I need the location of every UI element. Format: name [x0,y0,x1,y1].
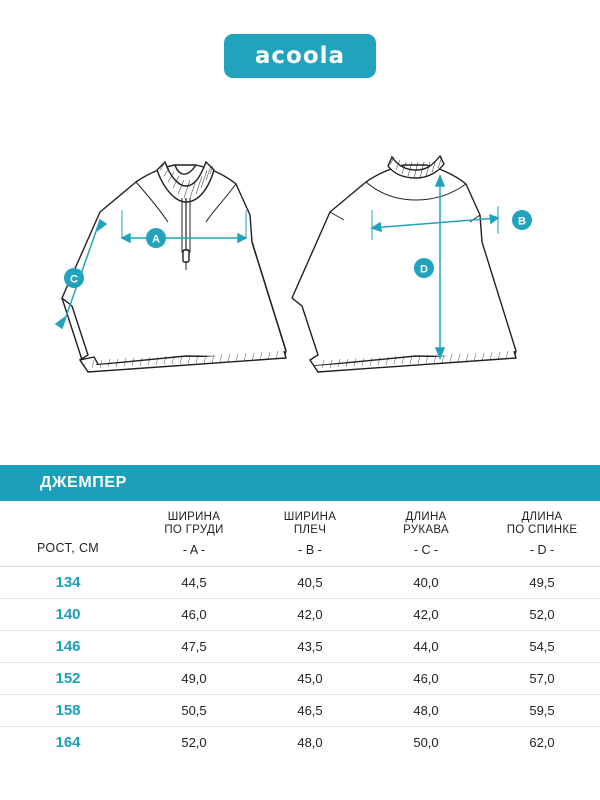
cell-shoulder-width: 42,0 [252,598,368,630]
cell-shoulder-width: 46,5 [252,694,368,726]
page-title: ДЖЕМПЕР [40,474,127,491]
cell-height: 164 [0,726,136,758]
marker-c [64,268,84,288]
cell-shoulder-width: 43,5 [252,630,368,662]
table-row [0,566,600,598]
table-row [0,598,600,630]
cell-height: 158 [0,694,136,726]
table-row [0,726,600,758]
cell-shoulder-width: 45,0 [252,662,368,694]
cell-sleeve-length: 46,0 [368,662,484,694]
cell-height: 146 [0,630,136,662]
svg-text:D: D [420,263,428,276]
column-header-b-line1: ШИРИНА [283,511,337,523]
svg-text:C: C [70,273,78,286]
column-header-b-letter: - B - [298,543,322,558]
svg-text:A: A [152,233,160,246]
column-header-d-line2: ПО СПИНКЕ [506,524,578,537]
column-header-a-line2: ПО ГРУДИ [164,524,224,537]
table-row [0,694,600,726]
cell-height: 140 [0,598,136,630]
garment-illustration [0,110,600,410]
table-row [0,662,600,694]
column-header-c-line1: ДЛИНА [405,511,447,523]
column-header-d-letter: - D - [529,543,555,558]
table-body [0,566,600,758]
table-header-row [0,501,600,566]
cell-back-length: 62,0 [484,726,600,758]
cell-back-length: 52,0 [484,598,600,630]
column-header-c [368,501,484,566]
column-header-d [484,501,600,566]
cell-back-length: 49,5 [529,574,555,590]
cell-back-length: 59,5 [484,694,600,726]
column-header-a [136,501,252,566]
cell-chest-width: 46,0 [136,598,252,630]
cell-chest-width: 49,0 [136,662,252,694]
table-head [0,501,600,566]
marker-b [512,210,532,230]
cell-chest-width: 44,5 [181,574,207,590]
column-header-c-letter: - C - [413,543,439,558]
cell-shoulder-width: 40,5 [297,574,323,590]
cell-chest-width: 47,5 [136,630,252,662]
column-header-d-line1: ДЛИНА [521,511,563,523]
cell-sleeve-length: 48,0 [368,694,484,726]
column-header-b [252,501,368,566]
brand-logo-area [0,34,600,78]
svg-text:B: B [518,215,526,228]
cell-height: 152 [0,662,136,694]
marker-a [146,228,166,248]
brand-logo-text: acoola [254,43,346,69]
cell-chest-width: 50,5 [136,694,252,726]
cell-shoulder-width: 48,0 [252,726,368,758]
cell-sleeve-length: 42,0 [368,598,484,630]
column-header-b-line2: ПЛЕЧ [293,524,327,537]
cell-back-length: 54,5 [484,630,600,662]
cell-sleeve-length: 44,0 [368,630,484,662]
brand-logo [224,34,376,78]
cell-back-length: 57,0 [484,662,600,694]
column-header-c-line2: РУКАВА [403,524,449,537]
table-title-bar [0,465,600,501]
cell-sleeve-length: 50,0 [368,726,484,758]
cell-sleeve-length: 40,0 [413,574,439,590]
size-table [0,501,600,758]
front-view-sweater [62,162,286,372]
column-header-a-line1: ШИРИНА [167,511,221,523]
cell-chest-width: 52,0 [136,726,252,758]
size-table-zone [0,465,600,758]
back-view-sweater [292,156,516,372]
table-row [0,630,600,662]
column-header-height: РОСТ, СМ [0,501,136,566]
column-header-a-letter: - A - [182,543,206,558]
marker-d [414,258,434,278]
cell-height: 134 [55,573,81,591]
